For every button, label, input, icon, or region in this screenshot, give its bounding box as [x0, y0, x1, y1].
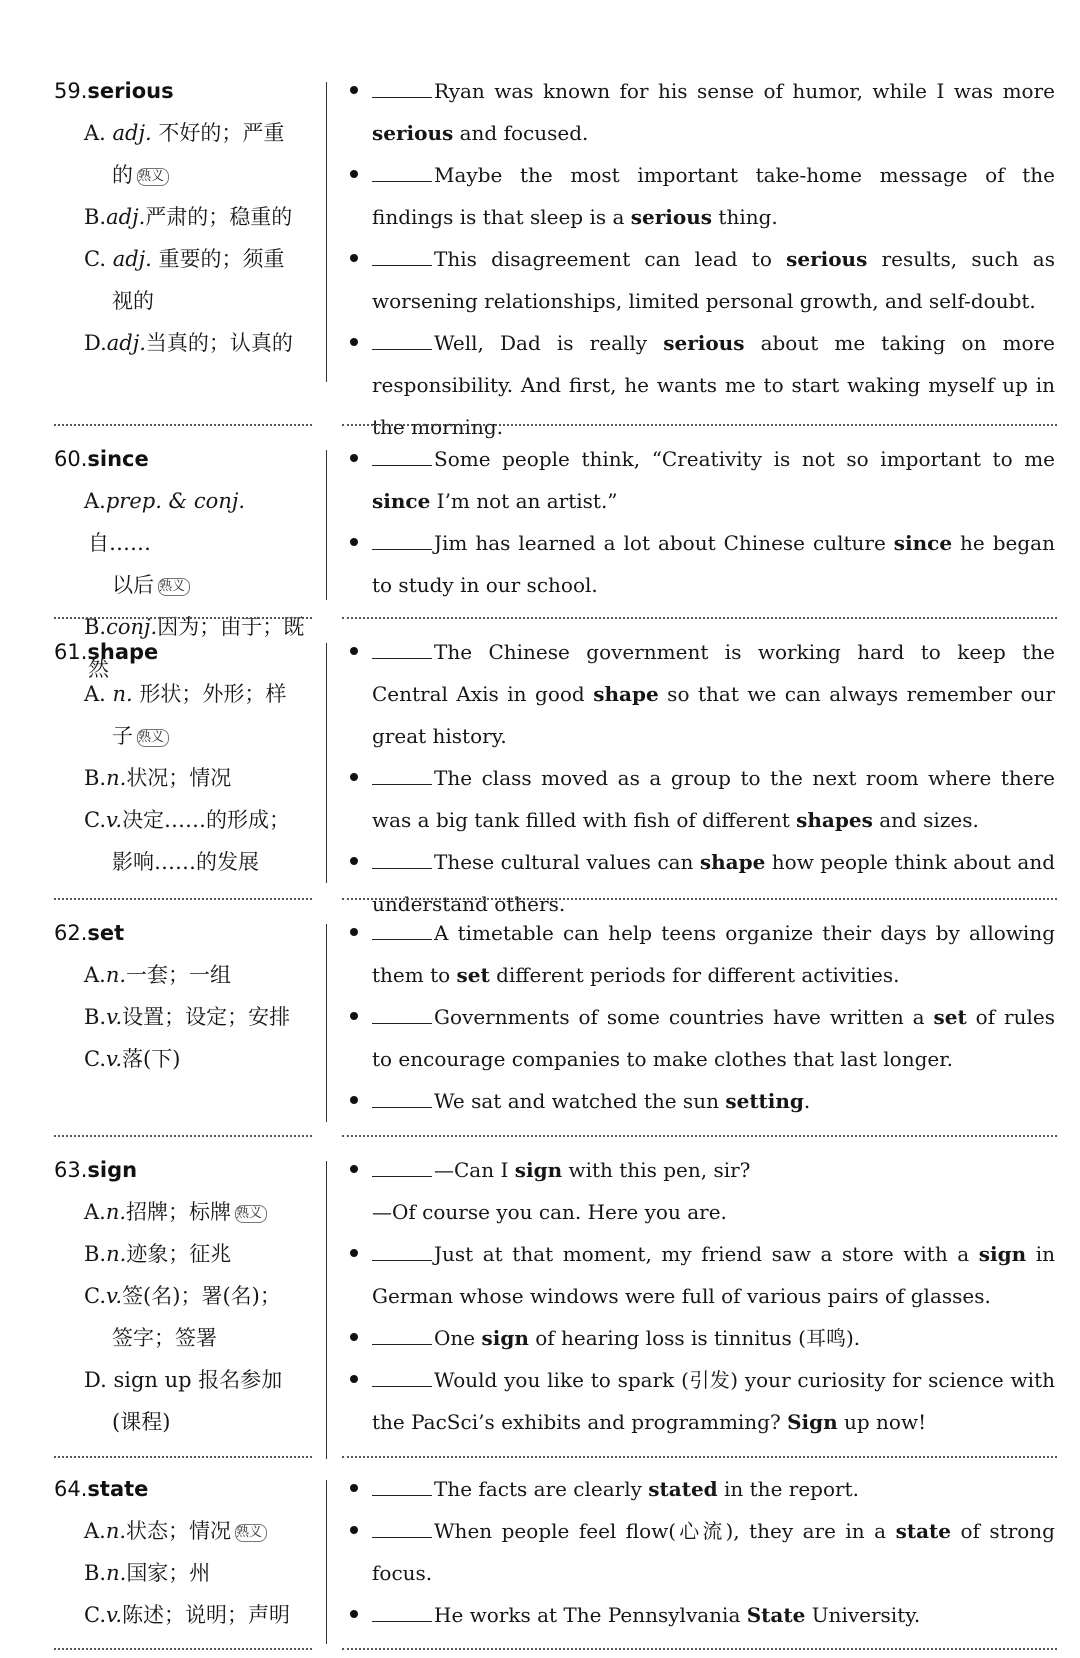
column-divider — [326, 924, 327, 1122]
answer-blank[interactable] — [372, 638, 432, 659]
example-sentence: Governments of some countries have written a set of rules to encourage companies to make clothes that last longer. — [350, 996, 1055, 1080]
example-sentence: We sat and watched the sun setting. — [350, 1080, 1055, 1122]
meaning-item: A.n.状态；情况 熟义 — [54, 1510, 312, 1552]
column-divider — [326, 643, 327, 883]
example-sentence: Some people think, “Creativity is not so important to me since I’m not an artist.” — [350, 438, 1055, 522]
familiar-meaning-badge: 熟义 — [158, 578, 190, 596]
meaning-item: C. adj. 重要的；须重 视的 — [84, 247, 285, 313]
section-divider — [342, 617, 1057, 619]
example-sentences — [350, 912, 1055, 1122]
answer-blank[interactable] — [372, 161, 432, 182]
example-sentences — [350, 1468, 1055, 1636]
example-sentences — [350, 438, 1055, 606]
word-heading: 60.since — [54, 447, 149, 471]
answer-blank[interactable] — [372, 77, 432, 98]
word-heading: 63.sign — [54, 1158, 138, 1182]
word-definitions — [54, 70, 312, 364]
column-divider — [326, 1161, 327, 1459]
meaning-item: B.n.国家；州 — [84, 1561, 211, 1585]
example-sentence: Jim has learned a lot about Chinese culture since he began to study in our school. — [350, 522, 1055, 606]
meaning-item: D.adj.当真的；认真的 — [84, 331, 293, 355]
column-divider — [326, 82, 327, 382]
example-sentence: —Can I sign with this pen, sir? —Of course you can. Here you are. — [350, 1149, 1055, 1233]
meaning-item: C.v.陈述；说明；声明 — [84, 1603, 291, 1627]
meaning-item: B.conj.因为；由于；既然 — [84, 615, 305, 681]
answer-blank[interactable] — [372, 245, 432, 266]
section-divider — [342, 898, 1057, 900]
meaning-item: A.prep. & conj. 自…… 以后 熟义 — [84, 489, 246, 597]
word-heading: 62.set — [54, 921, 125, 945]
familiar-meaning-badge: 熟义 — [137, 168, 169, 186]
answer-blank[interactable] — [372, 329, 432, 350]
answer-blank[interactable] — [372, 1475, 432, 1496]
word-heading: 59.serious — [54, 79, 174, 103]
section-divider — [342, 1456, 1057, 1458]
answer-blank[interactable] — [372, 848, 432, 869]
word-heading: 64.state — [54, 1477, 149, 1501]
column-divider — [326, 1480, 327, 1644]
word-definitions — [54, 631, 312, 883]
meaning-item: B.n.迹象；征兆 — [84, 1242, 232, 1266]
example-sentence: This disagreement can lead to serious results, such as worsening relationships, limited personal growth, and self-doubt. — [350, 238, 1055, 322]
example-sentence: The Chinese government is working hard to keep the Central Axis in good shape so that we can always remember our great history. — [350, 631, 1055, 757]
meaning-item: C.v.决定……的形成； 影响……的发展 — [84, 808, 291, 874]
meaning-item: B.adj.严肃的；稳重的 — [84, 205, 293, 229]
meaning-item: A.n.招牌；标牌 熟义 — [54, 1191, 312, 1233]
example-sentence: When people feel flow(心流), they are in a state of strong focus. — [350, 1510, 1055, 1594]
section-divider — [54, 1135, 312, 1137]
answer-blank[interactable] — [372, 1324, 432, 1345]
meaning-item: A.n.一套；一组 — [84, 963, 232, 987]
section-divider — [54, 1456, 312, 1458]
word-heading: 61.shape — [54, 640, 159, 664]
answer-blank[interactable] — [372, 764, 432, 785]
word-definitions — [54, 912, 312, 1080]
section-divider — [54, 617, 312, 619]
example-sentence: Would you like to spark (引发) your curiosity for science with the PacSci’s exhibits and programming? Sign up now! — [350, 1359, 1055, 1443]
meaning-item: C.v.落(下) — [84, 1047, 181, 1071]
answer-blank[interactable] — [372, 529, 432, 550]
example-sentence: Well, Dad is really serious about me taking on more responsibility. And first, he wants me to start waking myself up in the morning. — [350, 322, 1055, 448]
example-sentences — [350, 631, 1055, 925]
example-sentence: Ryan was known for his sense of humor, while I was more serious and focused. — [350, 70, 1055, 154]
example-sentence: He works at The Pennsylvania State University. — [350, 1594, 1055, 1636]
example-sentence: Maybe the most important take-home message of the findings is that sleep is a serious thing. — [350, 154, 1055, 238]
meaning-item: C.v.签(名)；署(名)； 签字；签署 — [84, 1284, 281, 1350]
meaning-item: A. n. 形状；外形；样 子 熟义 — [84, 682, 287, 748]
answer-blank[interactable] — [372, 1003, 432, 1024]
example-sentence: These cultural values can shape how people think about and understand others. — [350, 841, 1055, 925]
example-sentence: The class moved as a group to the next room where there was a big tank filled with fish of different shapes and sizes. — [350, 757, 1055, 841]
section-divider — [54, 898, 312, 900]
answer-blank[interactable] — [372, 445, 432, 466]
section-divider — [54, 1648, 312, 1650]
answer-blank[interactable] — [372, 1240, 432, 1261]
word-definitions — [54, 1468, 312, 1636]
section-divider — [54, 424, 312, 426]
answer-blank[interactable] — [372, 1366, 432, 1387]
section-divider — [342, 1135, 1057, 1137]
answer-blank[interactable] — [372, 1087, 432, 1108]
section-divider — [342, 424, 1057, 426]
familiar-meaning-badge: 熟义 — [137, 729, 169, 747]
example-sentences — [350, 1149, 1055, 1443]
answer-blank[interactable] — [372, 1156, 432, 1177]
example-sentence: A timetable can help teens organize their days by allowing them to set different periods for different activities. — [350, 912, 1055, 996]
meaning-item: B.n.状况；情况 — [84, 766, 232, 790]
answer-blank[interactable] — [372, 1517, 432, 1538]
meaning-item: B.v.设置；设定；安排 — [84, 1005, 291, 1029]
answer-blank[interactable] — [372, 919, 432, 940]
section-divider — [342, 1648, 1057, 1650]
meaning-item: A. adj. 不好的；严重 的 熟义 — [84, 121, 285, 187]
column-divider — [326, 450, 327, 600]
meaning-item: D. sign up 报名参加 (课程) — [84, 1368, 283, 1434]
example-sentence: The facts are clearly stated in the report. — [350, 1468, 1055, 1510]
example-sentence: One sign of hearing loss is tinnitus (耳鸣). — [350, 1317, 1055, 1359]
example-sentence: Just at that moment, my friend saw a store with a sign in German whose windows were full of various pairs of glasses. — [350, 1233, 1055, 1317]
familiar-meaning-badge: 熟义 — [235, 1205, 267, 1223]
answer-blank[interactable] — [372, 1601, 432, 1622]
familiar-meaning-badge: 熟义 — [235, 1524, 267, 1542]
word-definitions — [54, 1149, 312, 1443]
example-sentences — [350, 70, 1055, 448]
